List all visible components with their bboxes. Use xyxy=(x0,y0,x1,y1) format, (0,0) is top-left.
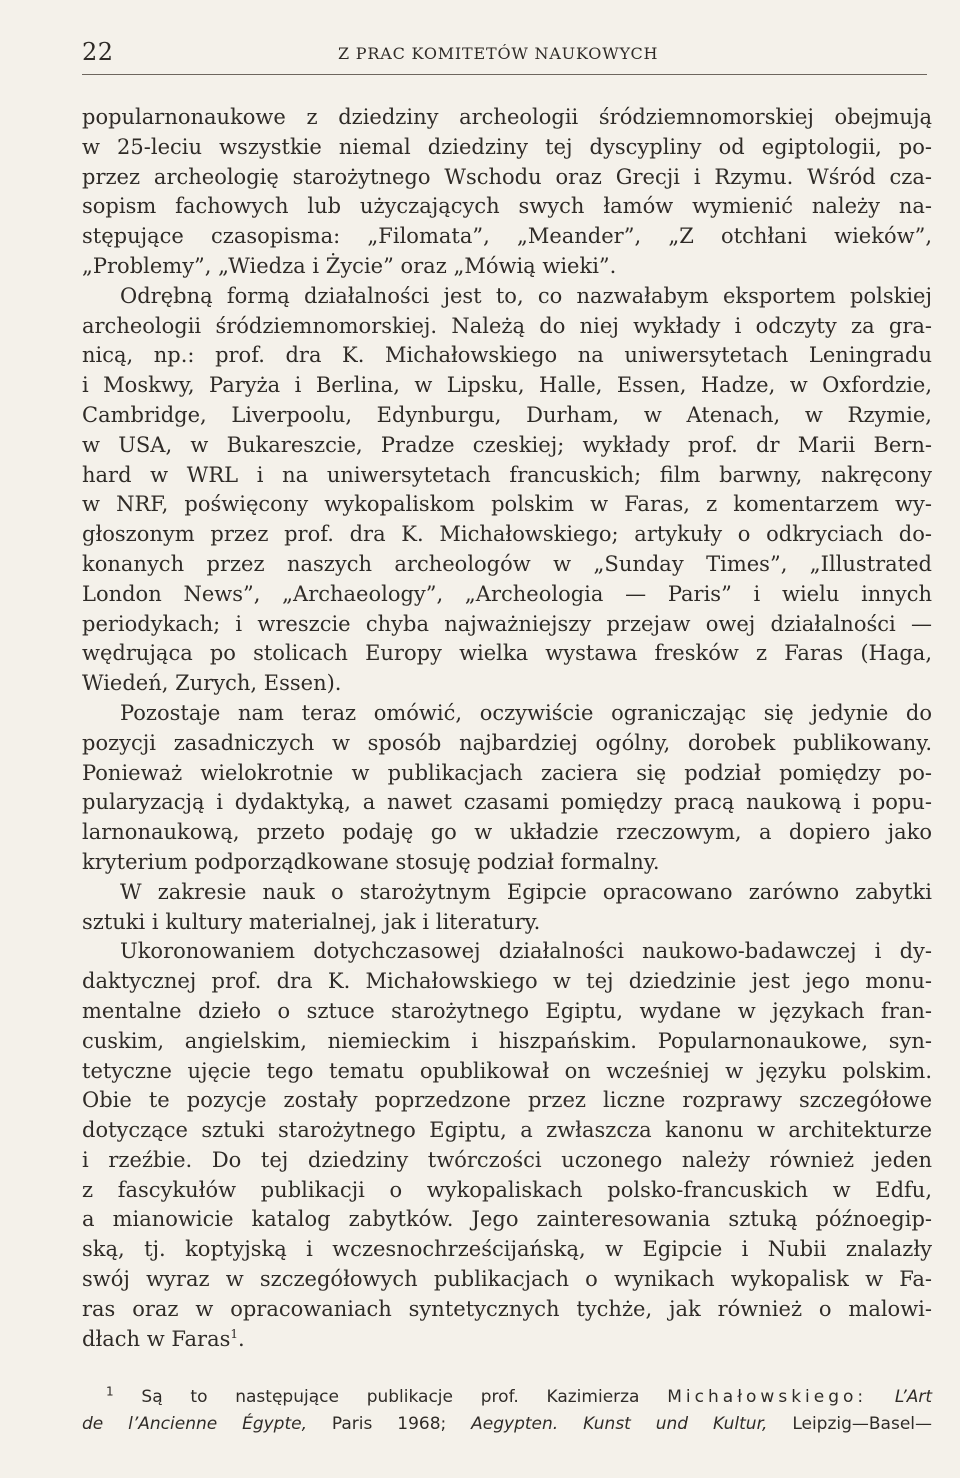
footnotes xyxy=(82,1384,932,1438)
text-line: stępujące czasopisma: „Filomata”, „Meander”, „Z otchłani wieków”, xyxy=(82,224,932,249)
text-line: periodykach; i wreszcie chyba najważniejszy przejaw owej działalności — xyxy=(82,611,932,636)
text-line: pularyzacją i dydaktyką, a nawet czasami pomiędzy pracą naukową i popu- xyxy=(82,790,932,815)
text-line: i Moskwy, Paryża i Berlina, w Lipsku, Halle, Essen, Hadze, w Oxfordzie, xyxy=(82,373,932,398)
text-segment: dłach w Faras xyxy=(82,1326,231,1351)
running-head: Z PRAC KOMITETÓW NAUKOWYCH xyxy=(338,44,659,63)
text-line: Ukoronowaniem dotychczasowej działalności naukowo-badawczej i dy- xyxy=(120,939,932,964)
text-line: Odrębną formą działalności jest to, co nazwałabym eksportem polskiej xyxy=(120,283,932,308)
text-line: popularnonaukowe z dziedziny archeologii śródziemnomorskiej obejmują xyxy=(82,105,932,129)
text-line: kryterium podporządkowane stosuję podział formalny. xyxy=(82,849,660,874)
text-line: Pozostaje nam teraz omówić, oczywiście ograniczając się jedynie do xyxy=(120,700,932,725)
text-line: ską, tj. koptyjską i wczesnochrześcijańską, w Egipcie i Nubii znalazły xyxy=(82,1237,932,1262)
text-line: głoszonym przez prof. dra K. Michałowskiego; artykuły o odkryciach do- xyxy=(82,522,932,547)
footnote-mark: 1 xyxy=(106,1384,114,1399)
text-line: i rzeźbie. Do tej dziedziny twórczości uczonego należy również jeden xyxy=(82,1147,932,1172)
footnote-title: L’Art xyxy=(894,1387,933,1407)
text-line: Obie te pozycje zostały poprzedzone przez liczne rozprawy szczegółowe xyxy=(82,1088,932,1113)
text-line: ras oraz w opracowaniach syntetycznych tychże, jak również o malowi- xyxy=(82,1296,932,1321)
text-line: przez archeologię starożytnego Wschodu oraz Grecji i Rzymu. Wśród cza- xyxy=(82,164,932,189)
footnote-place-year: Paris 1968; xyxy=(331,1414,447,1434)
text-line: tetyczne ujęcie tego tematu opublikował on wcześniej w języku polskim. xyxy=(82,1058,932,1083)
text-line: wędrująca po stolicach Europy wielka wystawa fresków z Faras (Haga, xyxy=(82,641,932,666)
text-line: „Problemy”, „Wiedza i Życie” oraz „Mówią wieki”. xyxy=(82,253,617,278)
text-line: dotyczące sztuki starożytnego Egiptu, a zwłaszcza kanonu w architekturze xyxy=(82,1118,932,1143)
body-text xyxy=(82,103,932,1354)
text-line: hard w WRL i na uniwersytetach francuskich; film barwny, nakręcony xyxy=(82,462,932,487)
footnote-line xyxy=(82,1411,932,1438)
sentence-period: . xyxy=(238,1326,245,1351)
text-line: archeologii śródziemnomorskiej. Należą do niej wykłady i odczyty za gra- xyxy=(82,313,932,338)
footnote-reference[interactable]: 1 xyxy=(230,1326,239,1341)
page-number: 22 xyxy=(82,38,114,66)
text-line: sopism fachowych lub użyczających swych łamów wymienić należy na- xyxy=(82,194,932,219)
text-line: nicą, np.: prof. dra K. Michałowskiego na uniwersytetach Leningradu xyxy=(82,343,932,368)
footnote-text: Są to następujące publikacje prof. Kazimierza xyxy=(141,1387,640,1407)
text-line: konanych przez naszych archeologów w „Sunday Times”, „Illustrated xyxy=(82,551,932,576)
text-line: daktycznej prof. dra K. Michałowskiego w tej dziedzinie jest jego monu- xyxy=(82,969,932,994)
text-line: Ponieważ wielokrotnie w publikacjach zaciera się podział pomiędzy po- xyxy=(82,760,932,785)
text-line: swój wyraz w szczegółowych publikacjach o wynikach wykopalisk w Fa- xyxy=(82,1267,932,1292)
text-line-with-footnote xyxy=(82,1325,932,1355)
footnote-title: de l’Ancienne Égypte, xyxy=(82,1414,308,1434)
footnote-title: Aegypten. Kunst und Kultur, xyxy=(471,1414,768,1434)
text-line: z fascykułów publikacji o wykopaliskach polsko-francuskich w Edfu, xyxy=(82,1177,932,1202)
text-line: London News”, „Archaeology”, „Archeologia — Paris” i wielu innych xyxy=(82,581,932,606)
footnote-tail: Leipzig—Basel— xyxy=(792,1414,933,1434)
text-line: sztuki i kultury materialnej, jak i literatury. xyxy=(82,909,541,934)
text-line: w NRF, poświęcony wykopaliskom polskim w Faras, z komentarzem wy- xyxy=(82,492,932,517)
text-line: w USA, w Bukareszcie, Pradze czeskiej; wykłady prof. dr Marii Bern- xyxy=(82,432,932,457)
text-line: W zakresie nauk o starożytnym Egipcie opracowano zarówno zabytki xyxy=(120,879,932,904)
text-line: Cambridge, Liverpoolu, Edynburgu, Durham, w Atenach, w Rzymie, xyxy=(82,402,932,427)
text-line: larnonaukową, przeto podaję go w układzie rzeczowym, a dopiero jako xyxy=(82,820,932,845)
footnote-line xyxy=(82,1384,932,1411)
text-line: mentalne dzieło o sztuce starożytnego Egiptu, wydane w językach fran- xyxy=(82,998,932,1023)
text-line: pozycji zasadniczych w sposób najbardziej ogólny, dorobek publikowany. xyxy=(82,730,932,755)
text-line: a mianowicie katalog zabytków. Jego zainteresowania sztuką późnoegip- xyxy=(82,1207,932,1232)
footnote-author: Michałowskiego: xyxy=(667,1387,868,1407)
text-line: Wiedeń, Zurych, Essen). xyxy=(82,671,342,696)
page-header xyxy=(82,36,927,75)
text-line: w 25-leciu wszystkie niemal dziedziny tej dyscypliny od egiptologii, po- xyxy=(82,134,932,159)
text-line: cuskim, angielskim, niemieckim i hiszpańskim. Popularnonaukowe, syn- xyxy=(82,1028,932,1053)
